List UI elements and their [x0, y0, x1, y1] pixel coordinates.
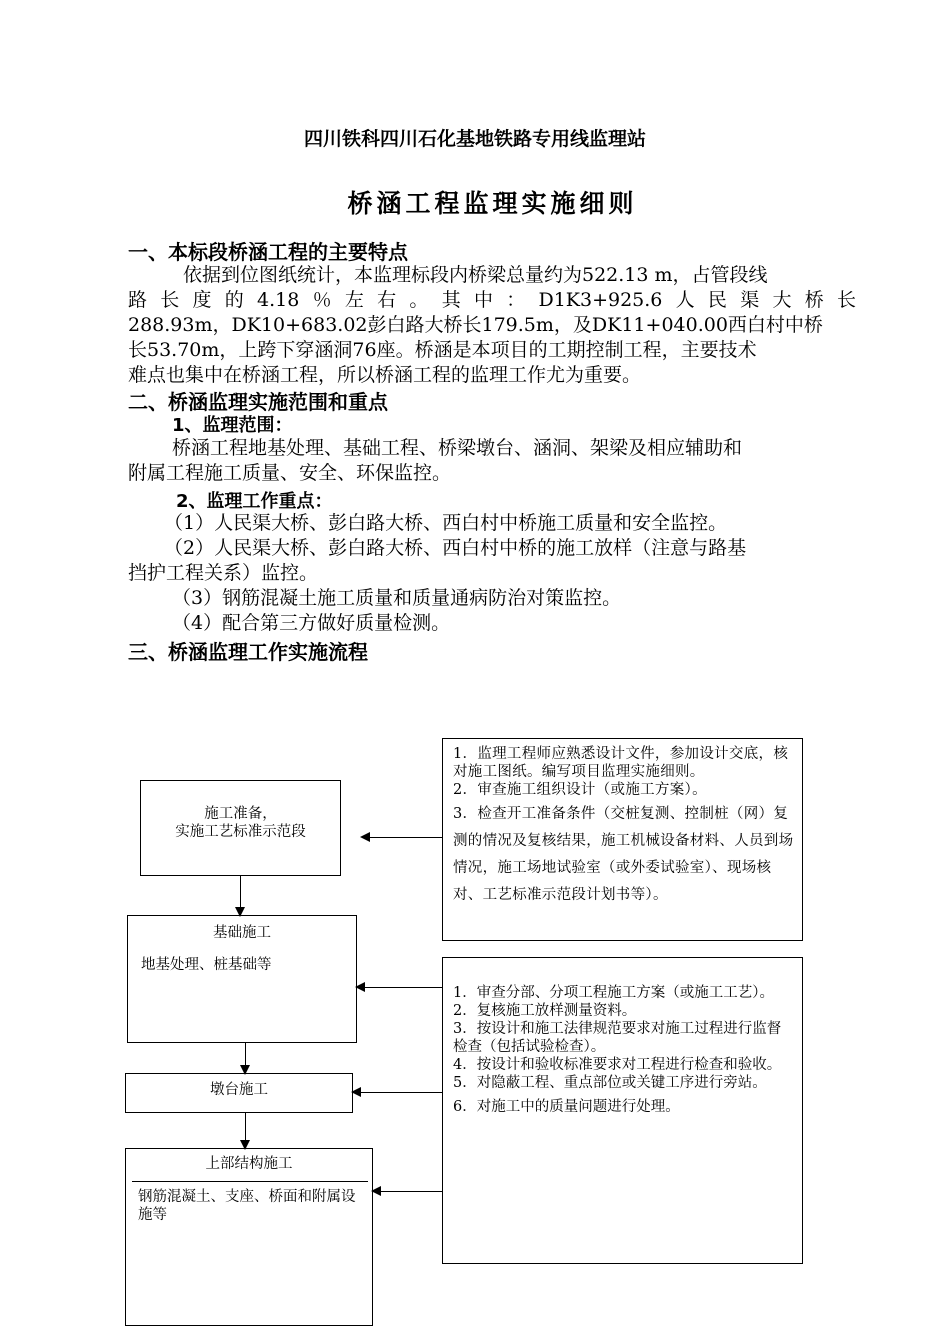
note1-item-2: 2．审查施工组织设计（或施工方案）。 [453, 782, 707, 798]
section3-heading: 三、桥涵监理工作实施流程 [128, 640, 368, 664]
document-title: 桥涵工程监理实施细则 [347, 189, 638, 218]
note-box-prep [442, 738, 803, 941]
prep-line-2: 实施工艺标准示范段 [175, 824, 306, 840]
arrow-left-4 [373, 1191, 442, 1192]
flow-box-pier [125, 1073, 353, 1113]
note2-item-4: 4．按设计和验收标准要求对工程进行检查和验收。 [453, 1057, 782, 1073]
section1-line-1: 依据到位图纸统计，本监理标段内桥梁总量约为522.13 m，占管段线 [183, 264, 768, 286]
section1-line-3: 288.93m，DK10+683.02彭白路大桥长179.5m，及DK11+040.00西白村中桥 [128, 314, 823, 336]
note1-item-1: 1．监理工程师应熟悉设计文件，参加设计交底，核对施工图纸。编写项目监理实施细则。 [453, 746, 789, 780]
organization-name: 四川铁科四川石化基地铁路专用线监理站 [303, 128, 646, 150]
flow-box-superstructure [125, 1148, 373, 1326]
focus-line-3: 挡护工程关系）监控。 [128, 562, 319, 584]
focus-line-2: （2）人民渠大桥、彭白路大桥、西白村中桥的施工放样（注意与路基 [164, 537, 747, 559]
foundation-detail: 地基处理、桩基础等 [141, 957, 272, 973]
section1-line-4: 长53.70m，上跨下穿涵洞76座。桥涵是本项目的工期控制工程，主要技术 [128, 339, 757, 361]
note2-item-3: 3．按设计和施工法律规范要求对施工过程进行监督检查（包括试验检查）。 [453, 1021, 782, 1055]
section2-heading: 二、桥涵监理实施范围和重点 [128, 390, 388, 414]
scope-line-1: 桥涵工程地基处理、基础工程、桥梁墩台、涵洞、架梁及相应辅助和 [172, 437, 743, 459]
note2-item-6: 6．对施工中的质量问题进行处理。 [453, 1099, 680, 1115]
section1-line-5: 难点也集中在桥涵工程，所以桥涵工程的监理工作尤为重要。 [128, 364, 642, 386]
arrow-left-2 [357, 987, 442, 988]
foundation-title: 基础施工 [213, 925, 271, 941]
note-box-construction [442, 957, 803, 1264]
focus-line-4: （3）钢筋混凝土施工质量和质量通病防治对策监控。 [172, 587, 622, 609]
prep-line-1: 施工准备， [204, 806, 277, 822]
super-divider [132, 1181, 368, 1182]
arrow-left-3 [353, 1092, 442, 1093]
focus-line-5: （4）配合第三方做好质量检测。 [172, 612, 451, 634]
note2-item-1: 1．审查分部、分项工程施工方案（或施工工艺）。 [453, 985, 774, 1001]
super-title: 上部结构施工 [205, 1156, 293, 1172]
section1-line-2: 路长度的4.18％左右。其中：D1K3+925.6人民渠大桥长 [128, 289, 856, 311]
pier-title: 墩台施工 [210, 1082, 268, 1098]
arrow-down-1 [240, 876, 241, 915]
flow-box-prep [140, 780, 341, 876]
arrow-down-3 [245, 1113, 246, 1148]
scope-heading: 1、监理范围： [172, 415, 293, 436]
note2-item-5: 5．对隐蔽工程、重点部位或关键工序进行旁站。 [453, 1075, 767, 1091]
scope-line-2: 附属工程施工质量、安全、环保监控。 [128, 462, 452, 484]
note2-item-2: 2．复核施工放样测量资料。 [453, 1003, 637, 1019]
focus-line-1: （1）人民渠大桥、彭白路大桥、西白村中桥施工质量和安全监控。 [164, 512, 728, 534]
note1-item-3: 3．检查开工准备条件（交桩复测、控制桩（网）复测的情况及复核结果，施工机械设备材料、人员到场情况，施工场地试验室（或外委试验室）、现场核对、工艺标准示范段计划书等）。 [453, 806, 794, 903]
super-detail: 钢筋混凝土、支座、桥面和附属设施等 [138, 1189, 356, 1223]
arrow-down-2 [245, 1043, 246, 1073]
arrow-left-1 [362, 837, 442, 838]
flow-box-foundation [127, 915, 357, 1043]
section1-heading: 一、本标段桥涵工程的主要特点 [128, 240, 408, 264]
focus-heading: 2、监理工作重点： [176, 491, 333, 512]
